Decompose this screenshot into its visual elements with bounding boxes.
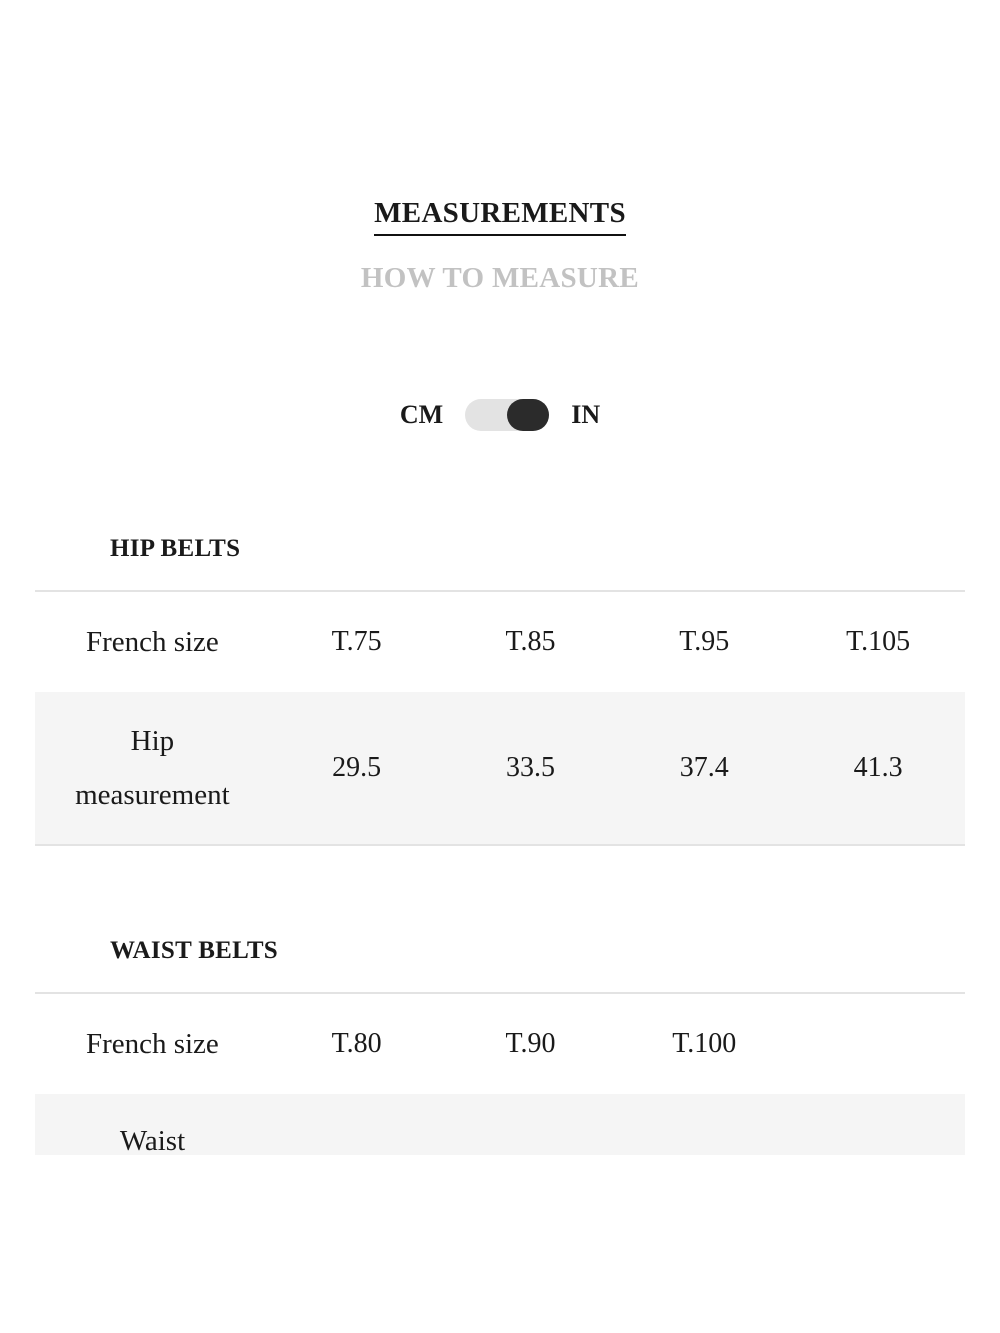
hip-measurement-cell: 29.5 [332, 752, 382, 783]
hip-measurement-label-line1: Hip [130, 725, 175, 757]
waist-measurement-label-line1: Waist [119, 1125, 186, 1155]
hip-measurement-cell: 41.3 [853, 752, 903, 783]
hip-belts-bottom-divider [35, 844, 965, 846]
hip-size-cell: T.95 [679, 626, 730, 657]
tab-measurements-label: MEASUREMENTS [374, 197, 626, 236]
tab-how-to-measure-label: HOW TO MEASURE [360, 262, 640, 294]
waist-size-row-label: French size [85, 1028, 219, 1060]
hip-size-row-label: French size [85, 626, 219, 658]
tab-measurements[interactable] [0, 197, 1000, 236]
hip-measurement-row [35, 692, 965, 844]
waist-measurement-row [35, 1094, 965, 1155]
hip-measurement-cell: 37.4 [679, 752, 729, 783]
unit-cm-label[interactable]: CM [399, 400, 444, 429]
waist-measurement-row-label [35, 1094, 270, 1155]
hip-size-cell: T.85 [505, 626, 556, 657]
unit-in-label[interactable]: IN [571, 400, 601, 429]
waist-belts-title: WAIST BELTS [110, 937, 278, 964]
hip-size-cell: T.75 [331, 626, 382, 657]
hip-belts-title: HIP BELTS [110, 535, 241, 562]
tab-how-to-measure[interactable] [0, 262, 1000, 295]
waist-size-cell: T.80 [331, 1028, 382, 1059]
unit-switch-knob[interactable] [507, 399, 549, 431]
unit-switch[interactable] [465, 399, 549, 431]
hip-measurement-row-label [35, 714, 270, 822]
size-guide-panel [0, 155, 1000, 1155]
unit-toggle [0, 399, 1000, 431]
hip-size-cell: T.105 [846, 626, 911, 657]
hip-measurement-cell: 33.5 [505, 752, 555, 783]
waist-size-cell: T.90 [505, 1028, 556, 1059]
hip-measurement-label-line2: measurement [75, 779, 230, 811]
hip-size-row [35, 592, 965, 692]
waist-size-row [35, 994, 965, 1094]
waist-size-cell: T.100 [672, 1028, 737, 1059]
